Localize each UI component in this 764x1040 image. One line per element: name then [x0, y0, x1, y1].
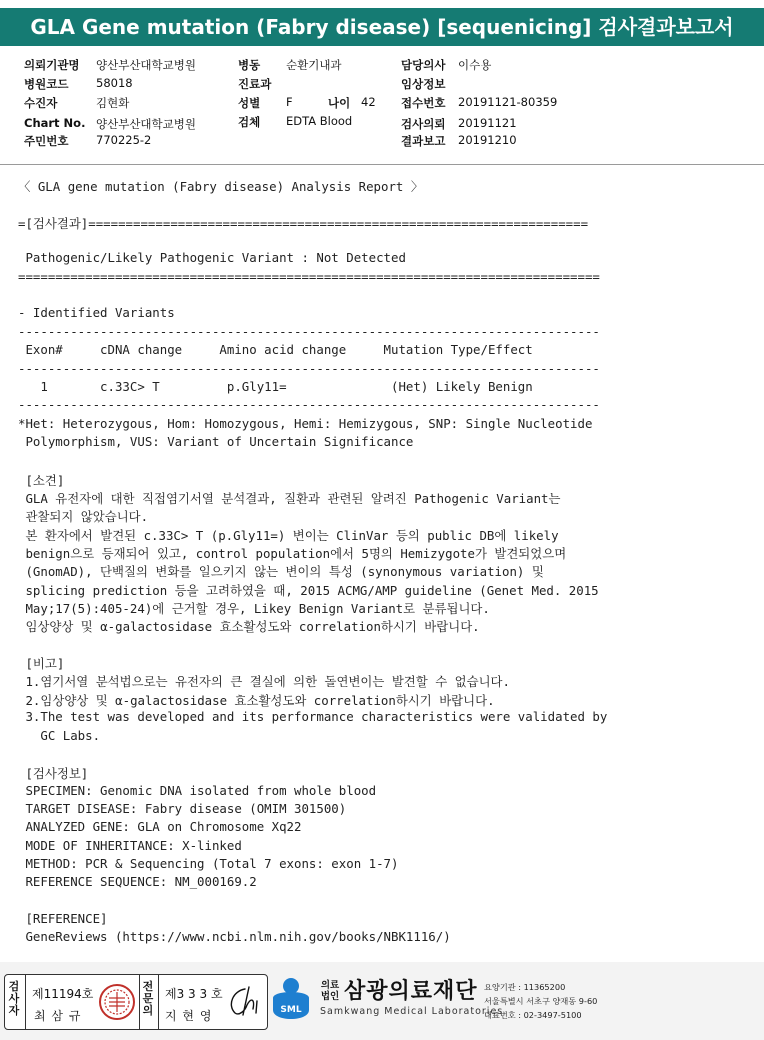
header-value: 20191121: [458, 116, 517, 130]
report-line: MODE OF INHERITANCE: X-linked: [18, 837, 242, 853]
header-field: 의뢰기관명: [24, 58, 80, 72]
report-line: *Het: Heterozygous, Hom: Homozygous, Hemi: Hemizygous, SNP: Single Nucleotide: [18, 415, 593, 431]
header-value: 58018: [96, 76, 133, 90]
header-field: 진료과: [238, 77, 272, 91]
report-title: GLA Gene mutation (Fabry disease) [sequenicing] 검사결과보고서: [0, 8, 764, 46]
org-code: 요양기관 : 11365200: [484, 982, 566, 992]
report-line: (GnomAD), 단백질의 변화를 일으키지 않는 변이의 특성 (synonymous variation) 및: [18, 564, 544, 580]
report-line: ANALYZED GENE: GLA on Chromosome Xq22: [18, 819, 302, 835]
header-value: F: [286, 95, 293, 109]
header-value: EDTA Blood: [286, 114, 353, 128]
header-field: 검체: [238, 115, 261, 129]
report-line: Polymorphism, VUS: Variant of Uncertain Significance: [18, 433, 414, 449]
organization-logo: [270, 972, 598, 1028]
report-line: [소견]: [18, 472, 65, 488]
report-line: ------------------------------------------------------------------------------: [18, 323, 600, 339]
header-field: 나이: [328, 96, 351, 110]
report-line: METHOD: PCR & Sequencing (Total 7 exons: exon 1-7): [18, 855, 399, 871]
report-line: 1.염기서열 분석법으로는 유전자의 큰 결실에 의한 돌연변이는 발견할 수 없습니다.: [18, 674, 510, 690]
header-value: 770225-2: [96, 133, 152, 147]
report-line: ------------------------------------------------------------------------------: [18, 360, 600, 376]
org-info: [484, 980, 597, 1022]
report-line: Exon# cDNA change Amino acid change Mutation Type/Effect: [18, 342, 533, 358]
report-line: Pathogenic/Likely Pathogenic Variant : Not Detected: [18, 250, 406, 266]
header-divider: [0, 164, 764, 165]
report-line: [REFERENCE]: [18, 911, 108, 926]
report-line: 본 환자에서 발견된 c.33C> T (p.Gly11=) 변이는 ClinVar 등의 public DB에 likely: [18, 527, 559, 543]
report-line: ==============================================================================: [18, 268, 600, 284]
header-field: 검사의뢰: [401, 117, 446, 131]
report-line: [비고]: [18, 656, 65, 672]
report-line: May;17(5):405-24)에 근거할 경우, Likey Benign Variant로 분류됩니다.: [18, 601, 490, 617]
header-field: 담당의사: [401, 58, 446, 72]
org-name-en: Samkwang Medical Laboratories: [320, 1006, 504, 1017]
report-line: SPECIMEN: Genomic DNA isolated from whole blood: [18, 782, 377, 798]
header-field: 병원코드: [24, 77, 69, 91]
handwritten-signature-icon: [223, 983, 263, 1021]
header-field: 수진자: [24, 96, 58, 110]
header-field: 결과보고: [401, 134, 446, 148]
header-field: Chart No.: [24, 116, 86, 130]
report-line: TARGET DISEASE: Fabry disease (OMIM 301500): [18, 800, 347, 816]
report-line: 임상양상 및 α-galactosidase 효소활성도와 correlation하시기 바랍니다.: [18, 619, 480, 635]
report-line: 1 c.33C> T p.Gly11= (Het) Likely Benign: [18, 378, 533, 394]
report-line: REFERENCE SEQUENCE: NM_000169.2: [18, 874, 257, 890]
report-line: GeneReviews (https://www.ncbi.nlm.nih.gov/books/NBK1116/): [18, 929, 451, 945]
header-value: 김현화: [96, 96, 130, 110]
header-value: 이수용: [458, 58, 492, 72]
report-header: [0, 50, 764, 164]
report-line: =[검사결과]===================================================================: [18, 215, 589, 231]
header-value: 42: [361, 95, 376, 109]
header-value: 20191121-80359: [458, 95, 558, 109]
report-line: 〈 GLA gene mutation (Fabry disease) Analysis Report 〉: [18, 179, 424, 194]
report-line: - Identified Variants: [18, 305, 175, 321]
header-field: 주민번호: [24, 134, 69, 148]
report-line: GLA 유전자에 대한 직접염기서열 분석결과, 질환과 관련된 알려진 Pathogenic Variant는: [18, 490, 561, 506]
report-line: splicing prediction 등을 고려하였을 때, 2015 ACMG/AMP guideline (Genet Med. 2015: [18, 582, 599, 598]
report-line: 3.The test was developed and its performance characteristics were validated by: [18, 709, 608, 725]
org-name: 삼광의료재단: [344, 979, 478, 1004]
specialist-name: 지 현 영: [165, 1009, 213, 1023]
report-line: GC Labs.: [18, 727, 101, 743]
logo-text: SML: [280, 1005, 302, 1015]
header-field: 성별: [238, 96, 261, 110]
org-phone: 대표번호 : 02-3497-5100: [484, 1010, 582, 1020]
examiner-label: 검사자: [8, 980, 20, 1017]
report-line: [검사정보]: [18, 766, 89, 782]
report-line: 2.임상양상 및 α-galactosidase 효소활성도와 correlation하시기 바랍니다.: [18, 692, 495, 708]
org-type: 의료법인: [320, 980, 340, 1002]
header-value: 순환기내과: [286, 58, 342, 72]
specialist-license: 제3 3 3 호: [165, 987, 223, 1001]
report-line: benign으로 등재되어 있고, control population에서 5명의 Hemizygote가 발견되었으며: [18, 546, 567, 561]
sml-logo-icon: [270, 976, 312, 1026]
header-value: 양산부산대학교병원: [96, 117, 196, 131]
signature-box: [4, 974, 268, 1030]
report-line: 관찰되지 않았습니다.: [18, 509, 149, 525]
header-field: 임상정보: [401, 77, 446, 91]
examiner-name: 최 삼 규: [34, 1009, 82, 1023]
specialist-label: 전문의: [142, 980, 154, 1017]
org-address: 서울특별시 서초구 양재동 9-60: [484, 996, 598, 1006]
header-value: 양산부산대학교병원: [96, 58, 196, 72]
header-field: 병동: [238, 58, 261, 72]
seal-stamp-icon: [97, 981, 137, 1023]
report-line: ------------------------------------------------------------------------------: [18, 397, 600, 413]
header-field: 접수번호: [401, 96, 446, 110]
header-value: 20191210: [458, 133, 517, 147]
examiner-license: 제11194호: [32, 987, 94, 1001]
